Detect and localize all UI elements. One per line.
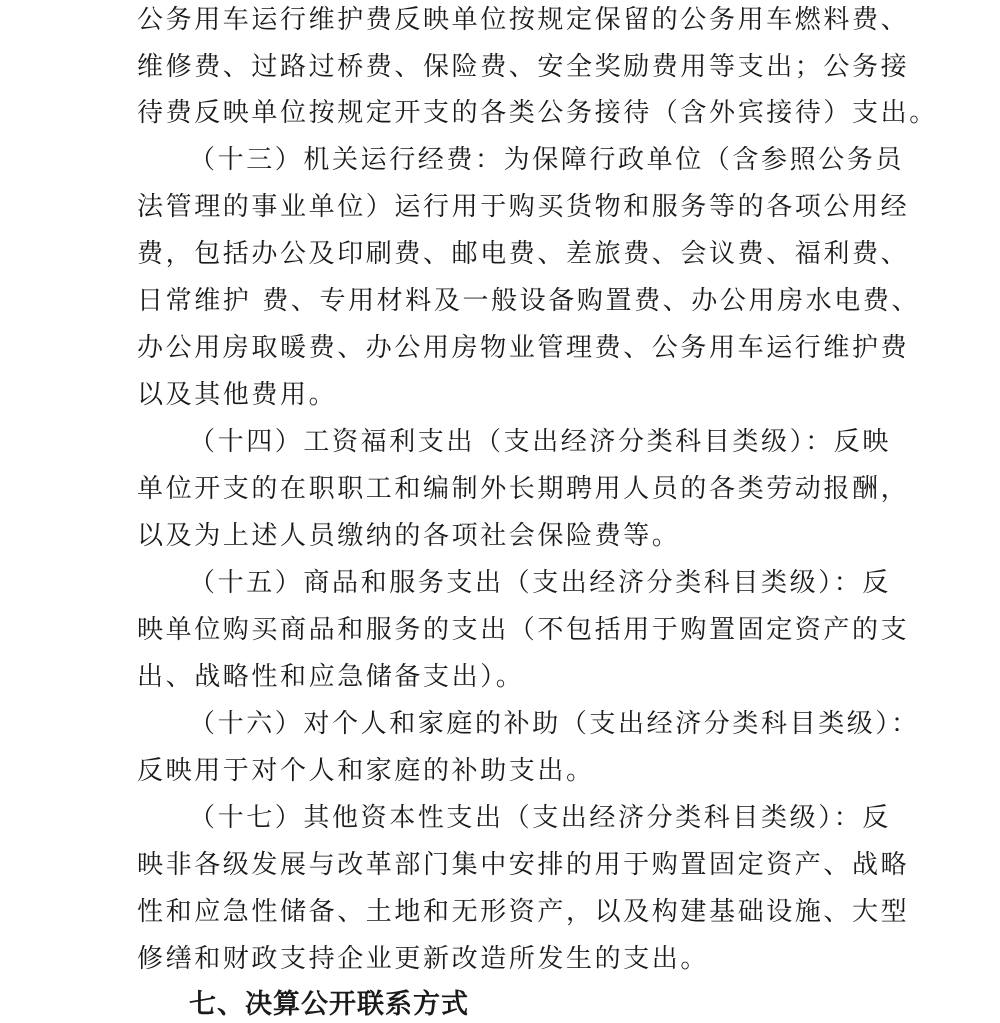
text-line-20: 性和应急性储备、土地和无形资产，以及构建基础设施、大型 xyxy=(137,897,910,927)
text-line-21: 修缮和财政支持企业更新改造所发生的支出。 xyxy=(137,944,710,974)
text-line-6: 费，包括办公及印刷费、邮电费、差旅费、会议费、福利费、 xyxy=(137,239,910,269)
text-line-5: 法管理的事业单位）运行用于购买货物和服务等的各项公用经 xyxy=(137,192,910,222)
text-line-9: 以及其他费用。 xyxy=(137,380,338,410)
text-line-7: 日常维护 费、专用材料及一般设备购置费、办公用房水电费、 xyxy=(137,286,921,316)
text-line-1: 公务用车运行维护费反映单位按规定保留的公务用车燃料费、 xyxy=(137,5,910,35)
text-line-17: 反映用于对个人和家庭的补助支出。 xyxy=(137,756,595,786)
text-line-19: 映非各级发展与改革部门集中安排的用于购置固定资产、战略 xyxy=(137,850,910,880)
text-line-12: 以及为上述人员缴纳的各项社会保险费等。 xyxy=(137,521,681,551)
text-line-2: 维修费、过路过桥费、保险费、安全奖励费用等支出；公务接 xyxy=(137,52,910,82)
section-13-heading-line: （十三）机关运行经费：为保障行政单位（含参照公务员 xyxy=(189,145,905,175)
text-line-15: 出、战略性和应急储备支出）。 xyxy=(137,662,525,692)
section-17-heading-line: （十七）其他资本性支出（支出经济分类科目类级）：反 xyxy=(189,803,892,833)
section-heading-contact: 七、决算公开联系方式 xyxy=(189,989,469,1020)
section-15-heading-line: （十五）商品和服务支出（支出经济分类科目类级）：反 xyxy=(189,568,892,598)
text-line-8: 办公用房取暖费、办公用房物业管理费、公务用车运行维护费 xyxy=(137,333,910,363)
section-14-heading-line: （十四）工资福利支出（支出经济分类科目类级）：反映 xyxy=(189,427,892,457)
text-line-3: 待费反映单位按规定开支的各类公务接待（含外宾接待）支出。 xyxy=(137,98,938,128)
text-line-14: 映单位购买商品和服务的支出（不包括用于购置固定资产的支 xyxy=(137,615,910,645)
section-16-heading-line: （十六）对个人和家庭的补助（支出经济分类科目类级）： xyxy=(189,709,920,739)
text-line-11: 单位开支的在职职工和编制外长期聘用人员的各类劳动报酬， xyxy=(137,474,910,504)
